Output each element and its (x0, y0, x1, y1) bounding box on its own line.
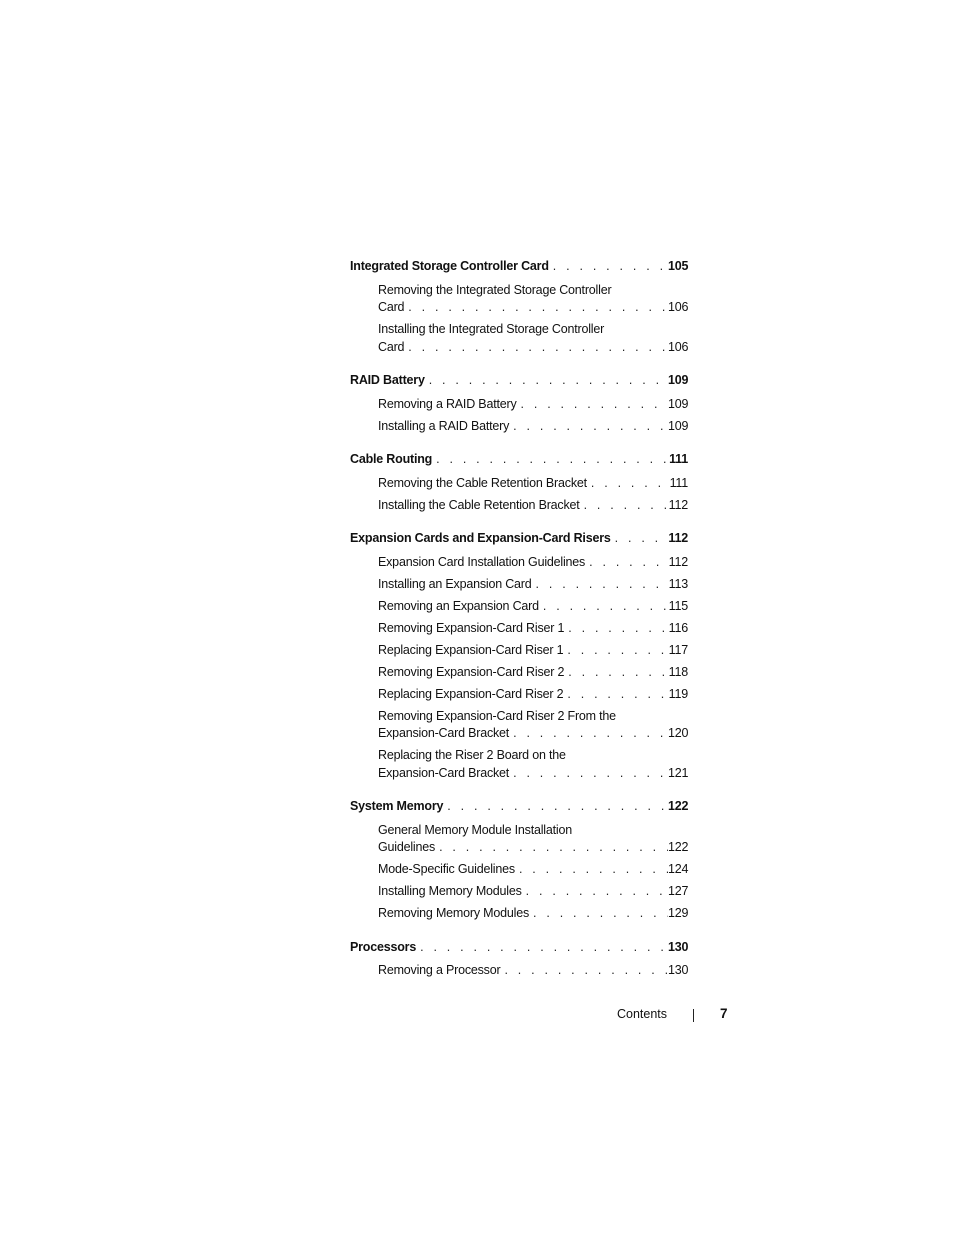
toc-section (350, 258, 688, 356)
toc-heading-title: Processors (350, 939, 417, 954)
toc-subentry-title: Card (378, 300, 405, 314)
toc-leader-dots (580, 497, 668, 515)
toc-subentry-page: 106 (668, 339, 689, 354)
toc-subentry[interactable] (350, 822, 688, 857)
toc-subentry-page: 121 (668, 765, 689, 780)
toc-heading-page: 111 (669, 452, 688, 466)
toc-heading-title: RAID Battery (350, 373, 425, 387)
toc-subentry-title: Installing an Expansion Card (378, 576, 532, 591)
toc-subentry-page: 118 (668, 664, 688, 679)
toc-subentry-title: Guidelines (378, 840, 436, 854)
toc-subentry-title: Installing a RAID Battery (378, 418, 510, 433)
toc-heading-entry[interactable] (350, 258, 688, 276)
toc-leader-dots (404, 339, 668, 357)
toc-subentry[interactable] (350, 747, 688, 782)
toc-subentry-title: Removing an Expansion Card (378, 598, 539, 613)
toc-subentry[interactable] (350, 686, 688, 704)
toc-leader-dots (522, 883, 668, 901)
toc-subentry-title-line1: Removing Expansion-Card Riser 2 From the (378, 708, 616, 723)
toc-subentry[interactable] (350, 321, 688, 356)
toc-subentry-page: 117 (668, 642, 688, 657)
toc-subentry[interactable] (350, 576, 688, 594)
toc-leader-dots (443, 798, 668, 816)
toc-leader-dots (435, 839, 668, 857)
toc-heading-entry[interactable] (350, 939, 688, 957)
toc-leader-dots (532, 576, 668, 594)
table-of-contents (350, 258, 688, 996)
toc-subentry-page: 109 (668, 418, 689, 433)
toc-heading-page: 109 (668, 373, 689, 387)
toc-leader-dots (549, 258, 668, 276)
toc-subentry[interactable] (350, 620, 688, 638)
toc-leader-dots (425, 372, 668, 390)
toc-subentry[interactable] (350, 418, 688, 436)
toc-leader-dots (515, 861, 668, 879)
toc-leader-dots (404, 299, 668, 317)
toc-leader-dots (539, 598, 668, 616)
toc-subentry-page: 127 (668, 884, 689, 898)
toc-heading-entry[interactable] (350, 798, 688, 816)
toc-section (350, 798, 688, 923)
toc-leader-dots (611, 530, 668, 548)
toc-subentry[interactable] (350, 396, 688, 414)
toc-section (350, 530, 688, 782)
toc-subentry-page: 106 (668, 300, 689, 314)
toc-subentry-page: 115 (668, 598, 688, 613)
toc-heading-entry[interactable] (350, 530, 688, 548)
toc-leader-dots (563, 642, 668, 660)
toc-leader-dots (564, 664, 668, 682)
toc-subentry-title: Removing Memory Modules (378, 906, 530, 920)
toc-subentry[interactable] (350, 962, 688, 980)
toc-heading-page: 105 (668, 259, 689, 273)
toc-leader-dots (500, 962, 668, 980)
toc-leader-dots (509, 725, 668, 743)
toc-leader-dots (416, 939, 668, 957)
toc-subentry-title: Removing Expansion-Card Riser 2 (378, 664, 565, 679)
footer-label: Contents (617, 1006, 668, 1021)
toc-section (350, 939, 688, 980)
toc-heading-entry[interactable] (350, 372, 688, 390)
toc-leader-dots (585, 554, 668, 572)
toc-heading-entry[interactable] (350, 451, 688, 469)
toc-subentry-page: 119 (668, 686, 688, 701)
toc-subentry-title: Expansion Card Installation Guidelines (378, 554, 586, 569)
toc-subentry-page: 130 (668, 963, 689, 977)
toc-leader-dots (432, 451, 668, 469)
toc-subentry[interactable] (350, 475, 688, 493)
toc-subentry[interactable] (350, 664, 688, 682)
toc-subentry[interactable] (350, 642, 688, 660)
toc-subentry-title: Removing Expansion-Card Riser 1 (378, 620, 565, 635)
toc-subentry-title: Removing a RAID Battery (378, 396, 517, 411)
toc-subentry-title: Installing the Cable Retention Bracket (378, 497, 580, 512)
toc-heading-page: 130 (668, 939, 689, 954)
toc-subentry-page: 113 (668, 576, 688, 591)
page-footer (617, 1006, 728, 1021)
toc-subentry-title: Installing Memory Modules (378, 884, 522, 898)
toc-heading-title: System Memory (350, 799, 444, 813)
toc-subentry[interactable] (350, 554, 688, 572)
toc-subentry-page: 111 (669, 475, 688, 490)
toc-heading-title: Expansion Cards and Expansion-Card Risers (350, 531, 611, 545)
toc-leader-dots (509, 765, 668, 783)
toc-section (350, 372, 688, 435)
toc-subentry-title: Expansion-Card Bracket (378, 726, 510, 740)
toc-subentry[interactable] (350, 883, 688, 901)
toc-leader-dots (564, 620, 668, 638)
toc-subentry-title: Expansion-Card Bracket (378, 765, 510, 780)
toc-subentry-page: 122 (668, 840, 689, 854)
toc-subentry-page: 129 (668, 906, 689, 920)
toc-leader-dots (529, 905, 668, 923)
toc-subentry-page: 116 (668, 620, 688, 635)
toc-leader-dots (509, 418, 668, 436)
toc-leader-dots (563, 686, 668, 704)
toc-heading-page: 122 (668, 799, 689, 813)
toc-subentry-page: 112 (668, 554, 688, 569)
toc-subentry-title: Replacing Expansion-Card Riser 1 (378, 642, 564, 657)
toc-subentry-title-line1: Replacing the Riser 2 Board on the (378, 748, 566, 762)
toc-subentry-title: Mode-Specific Guidelines (378, 862, 515, 876)
toc-section (350, 451, 688, 514)
toc-subentry-title: Removing the Cable Retention Bracket (378, 475, 587, 490)
toc-heading-page: 112 (668, 531, 688, 545)
toc-subentry[interactable] (350, 905, 688, 923)
toc-subentry-page: 109 (668, 396, 689, 411)
toc-leader-dots (587, 475, 668, 493)
toc-subentry[interactable] (350, 598, 688, 616)
toc-subentry[interactable] (350, 282, 688, 317)
toc-subentry-title-line1: Removing the Integrated Storage Controller (378, 282, 612, 297)
toc-leader-dots (517, 396, 668, 414)
toc-subentry-title-line1: General Memory Module Installation (378, 822, 572, 837)
toc-subentry-page: 112 (668, 497, 688, 512)
footer-page-number: 7 (720, 1006, 728, 1021)
toc-heading-title: Integrated Storage Controller Card (350, 259, 549, 273)
toc-subentry-title: Card (378, 339, 405, 354)
toc-subentry-title: Removing a Processor (378, 963, 501, 977)
toc-subentry[interactable] (350, 497, 688, 515)
toc-subentry[interactable] (350, 708, 688, 743)
toc-subentry[interactable] (350, 861, 688, 879)
toc-heading-title: Cable Routing (350, 452, 433, 466)
toc-subentry-title-line1: Installing the Integrated Storage Controller (378, 322, 605, 336)
footer-separator (693, 1009, 694, 1022)
toc-subentry-title: Replacing Expansion-Card Riser 2 (378, 686, 564, 701)
toc-subentry-page: 120 (668, 726, 689, 740)
toc-subentry-page: 124 (668, 862, 689, 876)
